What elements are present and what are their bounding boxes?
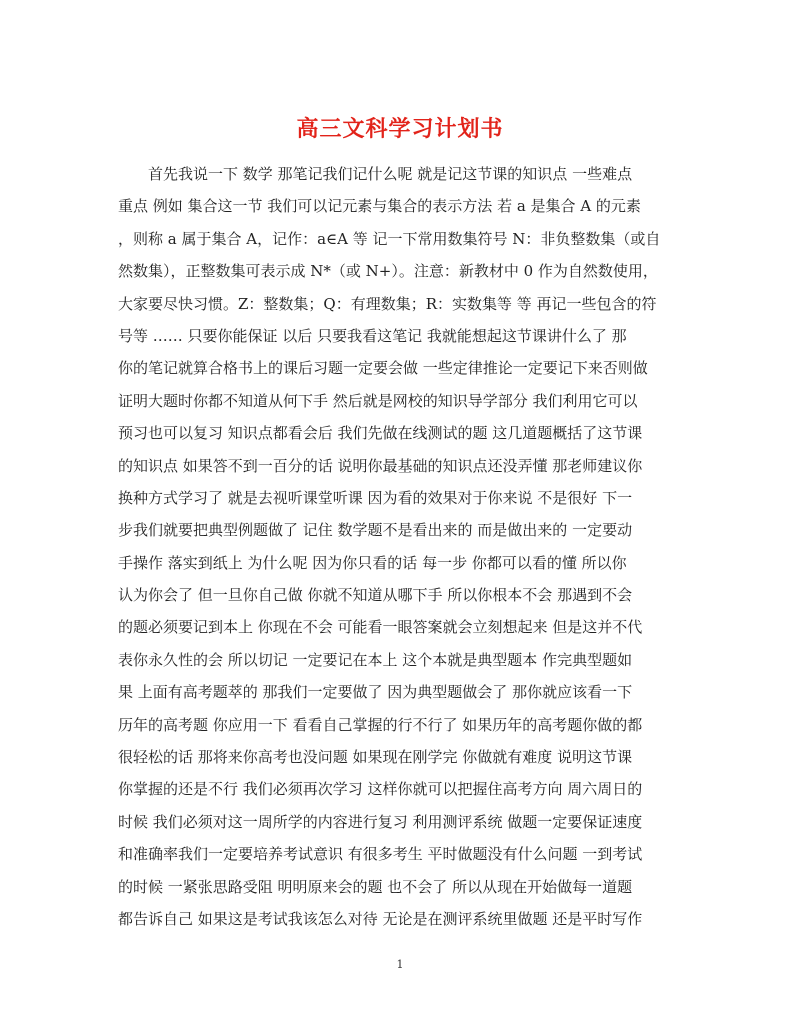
body-line: 证明大题时你都不知道从何下手 然后就是网校的知识导学部分 我们利用它可以 [118,391,638,410]
body-line: ，则称 a 属于集合 A，记作：a∈A 等 记一下常用数集符号 N：非负整数集（或自 [118,229,661,248]
body-line: 你的笔记就算合格书上的课后习题一定要会做 一些定律推论一定要记下来否则做 [118,359,648,378]
body-line: 你掌握的还是不行 我们必须再次学习 这样你就可以把握住高考方向 周六周日的 [118,780,643,799]
body-line: 表你永久性的会 所以切记 一定要记在本上 这个本就是典型题本 作完典型题如 [118,650,633,669]
body-line: 历年的高考题 你应用一下 看看自己掌握的行不行了 如果历年的高考题你做的都 [118,715,643,734]
body-line: 的时候 一紧张思路受阻 明明原来会的题 也不会了 所以从现在开始做每一道题 [118,877,633,896]
body-line: 预习也可以复习 知识点都看会后 我们先做在线测试的题 这几道题概括了这节课 [118,424,643,443]
body-line: 大家要尽快习惯。Z：整数集；Q：有理数集；R：实数集等 等 再记一些包含的符 [118,294,657,313]
body-line: 很轻松的话 那将来你高考也没问题 如果现在刚学完 你做就有难度 说明这节课 [118,748,633,767]
body-line: 换种方式学习了 就是去视听课堂听课 因为看的效果对于你来说 不是很好 下一 [118,488,633,507]
body-line: 和准确率我们一定要培养考试意识 有很多考生 平时做题没有什么问题 一到考试 [118,845,643,864]
page-number: 1 [396,958,404,971]
body-line: 然数集），正整数集可表示成 N*（或 N+）。注意：新教材中 0 作为自然数使用， [118,262,658,281]
body-line: 时候 我们必须对这一周所学的内容进行复习 利用测评系统 做题一定要保证速度 [118,812,643,831]
body-line: 的题必须要记到本上 你现在不会 可能看一眼答案就会立刻想起来 但是这并不代 [118,618,643,637]
body-line: 重点 例如 集合这一节 我们可以记元素与集合的表示方法 若 a 是集合 A 的元素 [118,197,641,216]
document-title: 高三文科学习计划书 [296,116,504,142]
body-line: 果 上面有高考题萃的 那我们一定要做了 因为典型题做会了 那你就应该看一下 [118,683,633,702]
body-line: 步我们就要把典型例题做了 记住 数学题不是看出来的 而是做出来的 一定要动 [118,521,633,540]
body-line: 认为你会了 但一旦你自己做 你就不知道从哪下手 所以你根本不会 那遇到不会 [118,586,633,605]
body-line: 首先我说一下 数学 那笔记我们记什么呢 就是记这节课的知识点 一些难点 [148,165,633,183]
body-line: 的知识点 如果答不到一百分的话 说明你最基础的知识点还没弄懂 那老师建议你 [118,456,643,475]
body-line: 手操作 落实到纸上 为什么呢 因为你只看的话 每一步 你都可以看的懂 所以你 [118,553,627,572]
body-line: 号等 …… 只要你能保证 以后 只要我看这笔记 我就能想起这节课讲什么了 那 [118,326,627,345]
document-body [118,158,688,935]
body-line: 都告诉自己 如果这是考试我该怎么对待 无论是在测评系统里做题 还是平时写作 [118,909,643,928]
